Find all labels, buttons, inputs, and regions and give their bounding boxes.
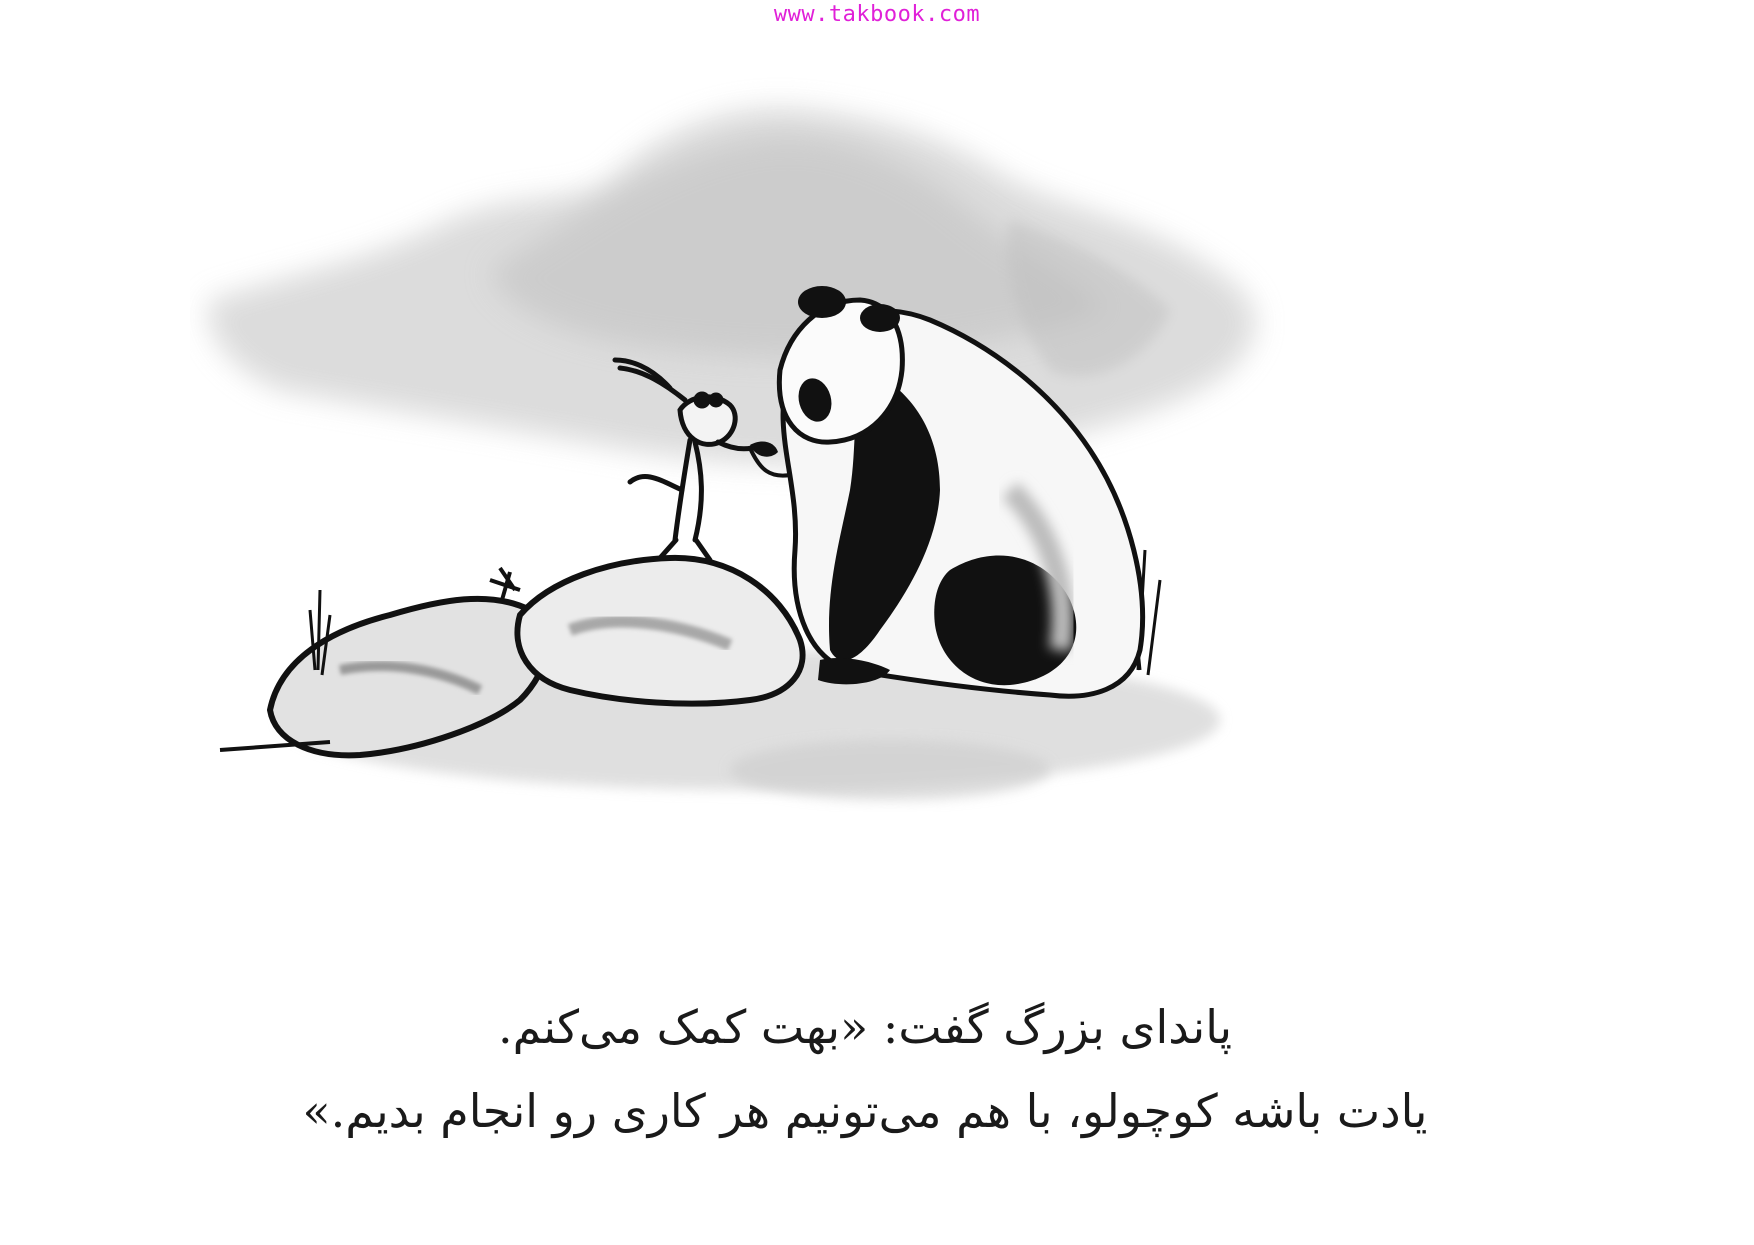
watermark-link[interactable]: www.takbook.com xyxy=(773,2,981,27)
caption-line-1: پاندای بزرگ گفت: «بهت کمک می‌کنم. xyxy=(497,1000,1233,1054)
story-caption xyxy=(200,985,1530,1153)
caption-line-2: یادت باشه کوچولو، با هم می‌تونیم هر کاری رو انجام بدیم.» xyxy=(302,1084,1428,1138)
ink-illustration xyxy=(190,70,1430,910)
